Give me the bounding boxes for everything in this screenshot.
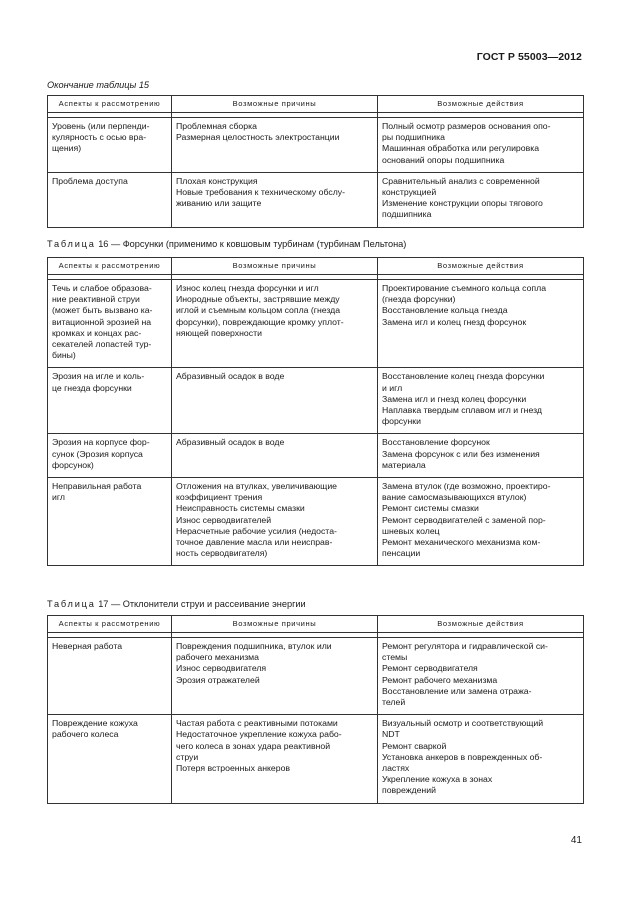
cell-line: ность серводвигателя) <box>176 548 268 559</box>
standard-number: ГОСТ Р 55003—2012 <box>476 51 582 63</box>
table17-caption-text: 17 — Отклонители струи и рассеивание энергии <box>98 599 306 609</box>
cell-line: Сравнительный анализ с современной <box>382 175 540 186</box>
cell-line: Инородные объекты, застрявшие между <box>176 294 340 305</box>
column-header: Возможные действия <box>378 616 584 633</box>
cell-actions <box>378 118 584 173</box>
cell-causes <box>172 280 378 368</box>
cell-causes <box>172 715 378 803</box>
table-17 <box>47 615 584 804</box>
cell-line: Нерасчетные рабочие усилия (недоста- <box>176 525 337 536</box>
column-header: Возможные причины <box>172 258 378 275</box>
cell-line: ры подшипника <box>382 132 445 143</box>
column-header: Аспекты к рассмотрению <box>48 616 172 633</box>
cell-line: Износ серводвигателей <box>176 514 272 525</box>
table-row <box>48 280 584 368</box>
cell-line: бины) <box>52 350 76 361</box>
column-header: Возможные действия <box>378 258 584 275</box>
cell-line: Замена игл и колец гнезд форсунок <box>382 316 527 327</box>
cell-causes <box>172 118 378 173</box>
cell-line: конструкцией <box>382 187 437 198</box>
cell-line: Замена форсунок с или без изменения <box>382 448 540 459</box>
table-row <box>48 434 584 478</box>
column-header: Возможные причины <box>172 96 378 113</box>
cell-line: форсунки), повреждающие кромку уплот- <box>176 316 344 327</box>
cell-line: (может быть вызвано ка- <box>52 305 153 316</box>
cell-line: секателей лопастей тур- <box>52 339 152 350</box>
cell-line: телей <box>382 697 406 708</box>
cell-line: Ремонт системы смазки <box>382 503 479 514</box>
column-header: Возможные действия <box>378 96 584 113</box>
cell-line: Восстановление кольца гнезда <box>382 305 508 316</box>
cell-line: Износ серводвигателя <box>176 663 267 674</box>
table-row <box>48 638 584 715</box>
cell-line: повреждений <box>382 785 436 796</box>
cell-aspect <box>48 368 172 434</box>
cell-line: Недостаточное укрепление кожуха рабо- <box>176 729 342 740</box>
cell-line: Визуальный осмотр и соответствующий <box>382 718 544 729</box>
cell-line: Новые требования к техническому обслу- <box>176 187 346 198</box>
cell-line: форсунок) <box>52 459 94 470</box>
cell-line: Ремонт серводвигателя <box>382 663 478 674</box>
table17-caption <box>47 599 306 609</box>
cell-line: рабочего механизма <box>176 652 259 663</box>
table-row <box>48 715 584 803</box>
cell-line: Течь и слабое образова- <box>52 283 152 293</box>
cell-line: Восстановление форсунок <box>382 437 490 448</box>
cell-line: Проблема доступа <box>52 175 128 186</box>
cell-causes <box>172 368 378 434</box>
table-header-row <box>48 616 584 633</box>
cell-actions <box>378 368 584 434</box>
table17-caption-label: Таблица <box>47 599 96 609</box>
cell-line: Ремонт механического механизма ком- <box>382 537 541 548</box>
cell-actions <box>378 172 584 227</box>
cell-line: няющей поверхности <box>176 327 262 338</box>
cell-line: Установка анкеров в поврежденных об- <box>382 751 543 762</box>
table16-caption-label: Таблица <box>47 239 96 249</box>
cell-aspect <box>48 715 172 803</box>
column-header: Аспекты к рассмотрению <box>48 96 172 113</box>
cell-line: Повреждения подшипника, втулок или <box>176 641 332 651</box>
cell-line: Эрозия на корпусе фор- <box>52 437 150 448</box>
table16-caption-text: 16 — Форсунки (применимо к ковшовым турбинам (турбинам Пельтона) <box>98 239 407 249</box>
cell-causes <box>172 434 378 478</box>
cell-line: форсунки <box>382 416 421 427</box>
cell-aspect <box>48 434 172 478</box>
cell-line: кромках и концах рас- <box>52 327 142 338</box>
cell-line: Наплавка твердым сплавом игл и гнезд <box>382 405 542 416</box>
cell-line: Полный осмотр размеров основания опо- <box>382 121 551 131</box>
cell-actions <box>378 715 584 803</box>
cell-line: Изменение конструкции опоры тягового <box>382 198 543 209</box>
cell-line: витационной эрозией на <box>52 316 152 327</box>
table15-caption: Окончание таблицы 15 <box>47 80 150 90</box>
cell-causes <box>172 638 378 715</box>
cell-line: Проблемная сборка <box>176 121 257 131</box>
cell-line: материала <box>382 459 426 470</box>
cell-line: чего колеса в зонах удара реактивной <box>176 740 331 751</box>
cell-line: Эрозия отражателей <box>176 674 260 685</box>
cell-line: Потеря встроенных анкеров <box>176 763 291 774</box>
table-15 <box>47 95 584 228</box>
cell-line: Эрозия на игле и коль- <box>52 371 145 382</box>
cell-line: Проектирование съемного кольца сопла <box>382 283 547 293</box>
cell-line: иглой и съемным кольцом сопла (гнезда <box>176 305 341 316</box>
cell-line: пенсации <box>382 548 421 559</box>
cell-line: шневых колец <box>382 525 440 536</box>
cell-line: Ремонт сваркой <box>382 740 447 751</box>
cell-line: NDT <box>382 729 400 740</box>
cell-aspect <box>48 172 172 227</box>
page-number: 41 <box>570 835 582 846</box>
table-16 <box>47 257 584 566</box>
cell-line: Плохая конструкция <box>176 175 258 186</box>
cell-line: Отложения на втулках, увеличивающие <box>176 481 338 492</box>
cell-line: стемы <box>382 652 408 663</box>
cell-line: сунок (Эрозия корпуса <box>52 448 143 459</box>
cell-line: Неверная работа <box>52 641 123 651</box>
cell-line: игл <box>52 492 65 503</box>
cell-line: щения) <box>52 143 82 154</box>
cell-aspect <box>48 638 172 715</box>
cell-line: Замена втулок (где возможно, проектиро- <box>382 481 551 492</box>
cell-line: (гнезда форсунки) <box>382 294 456 305</box>
cell-line: ние реактивной струи <box>52 294 140 305</box>
cell-actions <box>378 280 584 368</box>
cell-line: Неправильная работа <box>52 481 142 492</box>
cell-line: Неисправность системы смазки <box>176 503 305 514</box>
cell-line: Ремонт рабочего механизма <box>382 674 498 685</box>
table16-caption <box>47 239 406 249</box>
cell-line: Абразивный осадок в воде <box>176 371 285 382</box>
cell-line: рабочего колеса <box>52 729 119 740</box>
cell-line: Абразивный осадок в воде <box>176 437 285 448</box>
cell-line: Износ колец гнезда форсунки и игл <box>176 283 319 293</box>
cell-actions <box>378 478 584 566</box>
cell-actions <box>378 434 584 478</box>
cell-line: Повреждение кожуха <box>52 718 138 729</box>
table-row <box>48 368 584 434</box>
cell-line: живанию или защите <box>176 198 262 209</box>
cell-line: ластях <box>382 763 410 774</box>
cell-line: точное давление масла или неисправ- <box>176 537 333 548</box>
cell-line: Ремонт серводвигателей с заменой пор- <box>382 514 546 525</box>
cell-line: Размерная целостность электростанции <box>176 132 340 143</box>
column-header: Возможные причины <box>172 616 378 633</box>
cell-line: це гнезда форсунки <box>52 382 132 393</box>
cell-line: Машинная обработка или регулировка <box>382 143 540 154</box>
cell-line: кулярность с осью вра- <box>52 132 147 143</box>
table-row <box>48 172 584 227</box>
cell-line: вание самосмазывающихся втулок) <box>382 492 527 503</box>
table-header-row <box>48 258 584 275</box>
cell-line: оснований опоры подшипника <box>382 154 505 165</box>
cell-line: коэффициент трения <box>176 492 263 503</box>
cell-aspect <box>48 478 172 566</box>
cell-causes <box>172 172 378 227</box>
cell-aspect <box>48 280 172 368</box>
cell-line: Укрепление кожуха в зонах <box>382 774 493 785</box>
cell-line: подшипника <box>382 209 432 220</box>
column-header: Аспекты к рассмотрению <box>48 258 172 275</box>
cell-actions <box>378 638 584 715</box>
table-row <box>48 478 584 566</box>
table-header-row <box>48 96 584 113</box>
cell-line: Частая работа с реактивными потоками <box>176 718 338 729</box>
table-row <box>48 118 584 173</box>
cell-line: Восстановление колец гнезда форсунки <box>382 371 545 382</box>
cell-line: струи <box>176 751 199 762</box>
cell-line: и игл <box>382 382 403 393</box>
cell-line: Восстановление или замена отража- <box>382 685 532 696</box>
cell-line: Ремонт регулятора и гидравлической си- <box>382 641 548 651</box>
cell-line: Уровень (или перпенди- <box>52 121 150 131</box>
cell-aspect <box>48 118 172 173</box>
cell-causes <box>172 478 378 566</box>
cell-line: Замена игл и гнезд колец форсунки <box>382 393 527 404</box>
